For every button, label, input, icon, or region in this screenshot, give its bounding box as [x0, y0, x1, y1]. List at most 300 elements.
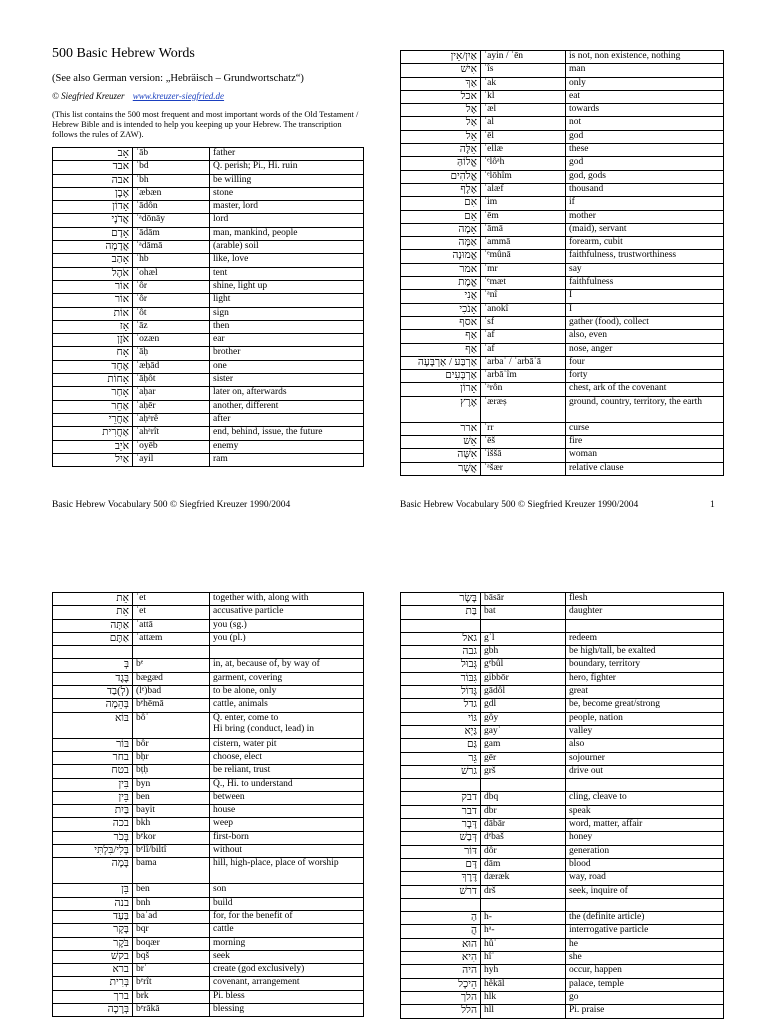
vocab-table: [52, 592, 364, 1017]
table-row: [401, 462, 724, 475]
table-row: [401, 422, 724, 435]
meaning: for, for the benefit of: [210, 910, 364, 923]
transcription: bᵉhēmā: [133, 699, 210, 712]
table-row: [53, 937, 364, 950]
table-row: [401, 672, 724, 685]
meaning: brother: [210, 347, 364, 360]
table-row: [53, 977, 364, 990]
hebrew-word: בֵּן: [53, 884, 133, 897]
meaning: ground, country, territory, the earth: [566, 396, 724, 422]
table-row: [53, 805, 364, 818]
hebrew-word: אוֹר: [53, 294, 133, 307]
table-row: [401, 978, 724, 991]
table-row: [401, 117, 724, 130]
hebrew-word: בָּמָה: [53, 858, 133, 884]
hebrew-word: אֹהֶל: [53, 267, 133, 280]
meaning: you (pl.): [210, 632, 364, 645]
transcription: [481, 898, 566, 911]
hebrew-word: אַחֲרִית: [53, 427, 133, 440]
vocab-table: [400, 592, 724, 1019]
hebrew-word: אַל: [401, 117, 481, 130]
transcription: ʾāḥôt: [133, 374, 210, 387]
transcription: ʾet: [133, 593, 210, 606]
table-row: [401, 157, 724, 170]
transcription: ʾᵃdōnāy: [133, 214, 210, 227]
meaning: ram: [210, 453, 364, 466]
meaning: only: [566, 77, 724, 90]
meaning: seek: [210, 950, 364, 963]
transcription: ʾattæm: [133, 632, 210, 645]
meaning: after: [210, 413, 364, 426]
hebrew-word: הַ: [401, 912, 481, 925]
meaning: thousand: [566, 183, 724, 196]
table-row: [401, 104, 724, 117]
hebrew-word: אַרְבָּעִים: [401, 370, 481, 383]
transcription: ʾîs: [481, 64, 566, 77]
transcription: gdl: [481, 699, 566, 712]
transcription: dbq: [481, 792, 566, 805]
hebrew-word: ברך: [53, 990, 133, 1003]
transcription: ʾaḥar: [133, 387, 210, 400]
meaning: between: [210, 791, 364, 804]
table-row: [53, 964, 364, 977]
transcription: ʾellæ: [481, 144, 566, 157]
table-row: [401, 90, 724, 103]
meaning: drive out: [566, 765, 724, 778]
hebrew-word: אֱמֶת: [401, 277, 481, 290]
hebrew-word: אַמָּה: [401, 237, 481, 250]
transcription: gibbōr: [481, 672, 566, 685]
hebrew-word: דָּם: [401, 858, 481, 871]
page-top-left: [52, 46, 364, 467]
meaning: light: [210, 294, 364, 307]
transcription: ʾkl: [481, 90, 566, 103]
hebrew-word: בְּרָכָה: [53, 1004, 133, 1017]
transcription: ʾbh: [133, 174, 210, 187]
hebrew-word: בנה: [53, 897, 133, 910]
transcription: ʾēš: [481, 436, 566, 449]
hebrew-word: [401, 898, 481, 911]
meaning: sister: [210, 374, 364, 387]
meaning: weep: [210, 818, 364, 831]
table-row: [53, 593, 364, 606]
transcription: bat: [481, 606, 566, 619]
meaning: man: [566, 64, 724, 77]
table-row: [53, 214, 364, 227]
hebrew-word: (לְ)בַד: [53, 686, 133, 699]
table-row: [401, 752, 724, 765]
transcription: gādôl: [481, 686, 566, 699]
transcription: ʾæræṣ: [481, 396, 566, 422]
transcription: dām: [481, 858, 566, 871]
hebrew-word: בְּלִי/בִּלְתִּי: [53, 845, 133, 858]
table-row: [401, 183, 724, 196]
transcription: gayʾ: [481, 725, 566, 738]
meaning: fire: [566, 436, 724, 449]
transcription: ʾôr: [133, 280, 210, 293]
hebrew-word: דרשׁ: [401, 885, 481, 898]
hebrew-word: אֶרֶץ: [401, 396, 481, 422]
hebrew-word: אָהַב: [53, 254, 133, 267]
transcription: ʾᵃnî: [481, 290, 566, 303]
meaning: ear: [210, 334, 364, 347]
transcription: ʾozæn: [133, 334, 210, 347]
table-row: [401, 51, 724, 64]
transcription: ʾsf: [481, 316, 566, 329]
document-title: 500 Basic Hebrew Words: [52, 46, 195, 61]
meaning: choose, elect: [210, 751, 364, 764]
meaning: garment, covering: [210, 672, 364, 685]
transcription: baʿad: [133, 910, 210, 923]
hebrew-word: בֵּין: [53, 791, 133, 804]
transcription: ʾaḥēr: [133, 400, 210, 413]
meaning: speak: [566, 805, 724, 818]
meaning: house: [210, 805, 364, 818]
table-row: [401, 765, 724, 778]
hebrew-word: הלל: [401, 1005, 481, 1018]
hebrew-word: גֵּר: [401, 752, 481, 765]
hebrew-word: גרשׁ: [401, 765, 481, 778]
transcription: ʾanokî: [481, 303, 566, 316]
meaning: god: [566, 157, 724, 170]
transcription: hyh: [481, 965, 566, 978]
meaning: interrogative particle: [566, 925, 724, 938]
meaning: be reliant, trust: [210, 765, 364, 778]
table-row: [53, 400, 364, 413]
hebrew-word: אָמָה: [401, 223, 481, 236]
hebrew-word: בְּרִית: [53, 977, 133, 990]
table-row: [401, 712, 724, 725]
table-row: [401, 606, 724, 619]
table-row: [401, 64, 724, 77]
table-row: [53, 765, 364, 778]
intro-text: (This list contains the 500 most frequent and most important words of the Old Testament / Hebrew Bible and is intended to help you keeping up your Hebrew. The transcription follows the rules of ZAW).: [52, 109, 359, 139]
transcription: bᵉ: [133, 659, 210, 672]
meaning: curse: [566, 422, 724, 435]
hebrew-word: אָחַר: [53, 387, 133, 400]
table-row: [401, 449, 724, 462]
page-bottom-left: [52, 592, 364, 1017]
transcription: ʾᵉlōhîm: [481, 170, 566, 183]
meaning: word, matter, affair: [566, 819, 724, 832]
table-row: [401, 619, 724, 632]
hebrew-word: בְּהֵמָה: [53, 699, 133, 712]
transcription: dᵉbaš: [481, 832, 566, 845]
meaning: lord: [210, 214, 364, 227]
meaning: [566, 898, 724, 911]
hebrew-word: אֵת: [53, 606, 133, 619]
hebrew-word: אָדוֹן: [53, 201, 133, 214]
transcription: grš: [481, 765, 566, 778]
transcription: ʾrr: [481, 422, 566, 435]
meaning: also: [566, 739, 724, 752]
transcription: hêkāl: [481, 978, 566, 991]
meaning: like, love: [210, 254, 364, 267]
transcription: ʾādôn: [133, 201, 210, 214]
transcription: ben: [133, 791, 210, 804]
transcription: ʾim: [481, 197, 566, 210]
transcription: gôy: [481, 712, 566, 725]
transcription: ʾᵉlôᵃh: [481, 157, 566, 170]
table-row: [401, 237, 724, 250]
hebrew-word: דָּבָר: [401, 819, 481, 832]
transcription: ʾāmā: [481, 223, 566, 236]
meaning: [210, 646, 364, 659]
hebrew-word: בָּשָׂר: [401, 593, 481, 606]
transcription: ʾāb: [133, 148, 210, 161]
table-row: [401, 370, 724, 383]
table-row: [401, 223, 724, 236]
hebrew-word: אַרְבַּע / אַרְבָּעָה: [401, 356, 481, 369]
table-row: [401, 197, 724, 210]
table-row: [401, 343, 724, 356]
transcription: ʾiššā: [481, 449, 566, 462]
hebrew-word: אַךְ: [401, 77, 481, 90]
meaning: cling, cleave to: [566, 792, 724, 805]
transcription: [481, 619, 566, 632]
hebrew-word: אִישׁ: [401, 64, 481, 77]
table-row: [53, 845, 364, 858]
meaning: together with, along with: [210, 593, 364, 606]
hebrew-word: הֲ: [401, 925, 481, 938]
transcription: ʾoyēb: [133, 440, 210, 453]
table-row: [53, 254, 364, 267]
meaning: build: [210, 897, 364, 910]
hebrew-word: בַּיִת: [53, 805, 133, 818]
hebrew-word: גַּיְא: [401, 725, 481, 738]
transcription: ʾaf: [481, 330, 566, 343]
meaning: nose, anger: [566, 343, 724, 356]
table-row: [53, 606, 364, 619]
hebrew-word: גּוֹי: [401, 712, 481, 725]
page-footer: Basic Hebrew Vocabulary 500 © Siegfried Kreuzer 1990/2004: [52, 500, 291, 510]
hebrew-word: בִּין: [53, 778, 133, 791]
table-row: [401, 383, 724, 396]
meaning: generation: [566, 845, 724, 858]
table-row: [53, 990, 364, 1003]
hebrew-word: אֲדֹנָי: [53, 214, 133, 227]
hebrew-word: דבר: [401, 805, 481, 818]
meaning: relative clause: [566, 462, 724, 475]
meaning: not: [566, 117, 724, 130]
transcription: ʾæl: [481, 104, 566, 117]
meaning: blessing: [210, 1004, 364, 1017]
hebrew-word: בחר: [53, 751, 133, 764]
table-row: [401, 965, 724, 978]
meaning: tent: [210, 267, 364, 280]
meaning: [566, 779, 724, 792]
table-row: [401, 396, 724, 422]
table-row: [53, 440, 364, 453]
table-row: [401, 925, 724, 938]
transcription: ʾᵉmûnā: [481, 250, 566, 263]
hebrew-word: גִּבּוֹר: [401, 672, 481, 685]
table-row: [401, 263, 724, 276]
table-row: [401, 356, 724, 369]
hebrew-word: [401, 619, 481, 632]
hebrew-word: הִיא: [401, 952, 481, 965]
table-row: [53, 778, 364, 791]
hebrew-word: בַּת: [401, 606, 481, 619]
table-row: [401, 725, 724, 738]
transcription: ʾet: [133, 606, 210, 619]
hebrew-word: בַּעַד: [53, 910, 133, 923]
meaning: you (sg.): [210, 619, 364, 632]
website-link[interactable]: www.kreuzer-siegfried.de: [132, 91, 225, 101]
meaning: is not, non existence, nothing: [566, 51, 724, 64]
table-row: [53, 413, 364, 426]
transcription: ʾæbæn: [133, 187, 210, 200]
hebrew-word: הֵיכָל: [401, 978, 481, 991]
table-row: [53, 161, 364, 174]
hebrew-word: דּוֹר: [401, 845, 481, 858]
transcription: ʾayin / ʾēn: [481, 51, 566, 64]
hebrew-word: אוֹת: [53, 307, 133, 320]
meaning: flesh: [566, 593, 724, 606]
meaning: seek, inquire of: [566, 885, 724, 898]
meaning: god: [566, 130, 724, 143]
transcription: ʾôr: [133, 294, 210, 307]
page-number: 1: [710, 500, 715, 510]
transcription: byn: [133, 778, 210, 791]
page-bottom-right: [400, 592, 724, 1019]
hebrew-word: בֶּגֶד: [53, 672, 133, 685]
hebrew-word: אמר: [401, 263, 481, 276]
hebrew-word: בָּקָר: [53, 924, 133, 937]
transcription: bægæd: [133, 672, 210, 685]
transcription: ʾᵉmæt: [481, 277, 566, 290]
meaning: shine, light up: [210, 280, 364, 293]
hebrew-word: אֶל: [401, 104, 481, 117]
hebrew-word: בקשׁ: [53, 950, 133, 963]
hebrew-word: אכל: [401, 90, 481, 103]
hebrew-word: אַיִן/אֵין: [401, 51, 481, 64]
transcription: gēr: [481, 752, 566, 765]
transcription: ʾammā: [481, 237, 566, 250]
hebrew-word: אֲשֶׁר: [401, 462, 481, 475]
table-row: [53, 387, 364, 400]
transcription: bᵉlî/biltî: [133, 845, 210, 858]
meaning: later on, afterwards: [210, 387, 364, 400]
transcription: ʾēm: [481, 210, 566, 223]
transcription: ʾæḥād: [133, 360, 210, 373]
author-line: [52, 91, 364, 101]
transcription: ʾôt: [133, 307, 210, 320]
hebrew-word: אִשָּׁה: [401, 449, 481, 462]
table-row: [53, 320, 364, 333]
meaning: way, road: [566, 872, 724, 885]
hebrew-word: בכה: [53, 818, 133, 831]
table-row: [401, 792, 724, 805]
transcription: ʾādām: [133, 227, 210, 240]
hebrew-word: אָח: [53, 347, 133, 360]
meaning: accusative particle: [210, 606, 364, 619]
meaning: man, mankind, people: [210, 227, 364, 240]
transcription: ʾmr: [481, 263, 566, 276]
transcription: ʾaf: [481, 343, 566, 356]
hebrew-word: גָּדוֹל: [401, 686, 481, 699]
meaning: in, at, because of, by way of: [210, 659, 364, 672]
meaning: I: [566, 290, 724, 303]
transcription: ʾbd: [133, 161, 210, 174]
table-row: [53, 858, 364, 884]
table-row: [53, 227, 364, 240]
table-row: [401, 277, 724, 290]
table-row: [53, 267, 364, 280]
meaning: be high/tall, be exalted: [566, 646, 724, 659]
meaning: Q. enter, come to Hi bring (conduct, lead) in: [210, 712, 364, 738]
hebrew-word: אָדָם: [53, 227, 133, 240]
hebrew-word: [53, 646, 133, 659]
table-row: [53, 427, 364, 440]
transcription: ʾhb: [133, 254, 210, 267]
hebrew-word: אסף: [401, 316, 481, 329]
meaning: enemy: [210, 440, 364, 453]
meaning: great: [566, 686, 724, 699]
hebrew-word: אבד: [53, 161, 133, 174]
meaning: valley: [566, 725, 724, 738]
table-row: [401, 991, 724, 1004]
meaning: forearm, cubit: [566, 237, 724, 250]
table-row: [401, 699, 724, 712]
meaning: cattle, animals: [210, 699, 364, 712]
hebrew-word: גאל: [401, 632, 481, 645]
table-row: [401, 646, 724, 659]
table-row: [401, 130, 724, 143]
transcription: ben: [133, 884, 210, 897]
hebrew-word: גַּם: [401, 739, 481, 752]
transcription: bayit: [133, 805, 210, 818]
transcription: bṭḥ: [133, 765, 210, 778]
meaning: god, gods: [566, 170, 724, 183]
transcription: dbr: [481, 805, 566, 818]
meaning: hill, high-place, place of worship: [210, 858, 364, 884]
table-row: [53, 924, 364, 937]
transcription: ʾēl: [481, 130, 566, 143]
table-row: [53, 307, 364, 320]
meaning: to be alone, only: [210, 686, 364, 699]
hebrew-word: אַתָּה: [53, 619, 133, 632]
table-row: [53, 280, 364, 293]
meaning: sign: [210, 307, 364, 320]
table-row: [401, 845, 724, 858]
hebrew-word: אָב: [53, 148, 133, 161]
transcription: hll: [481, 1005, 566, 1018]
table-row: [53, 453, 364, 466]
hebrew-word: גבה: [401, 646, 481, 659]
table-row: [53, 884, 364, 897]
meaning: occur, happen: [566, 965, 724, 978]
table-row: [401, 593, 724, 606]
meaning: also, even: [566, 330, 724, 343]
hebrew-word: גְּבוּל: [401, 659, 481, 672]
hebrew-word: אֱמוּנָה: [401, 250, 481, 263]
transcription: ʾal: [481, 117, 566, 130]
hebrew-word: אַחֵר: [53, 400, 133, 413]
transcription: hîʾ: [481, 952, 566, 965]
table-row: [53, 619, 364, 632]
meaning: Pi. praise: [566, 1005, 724, 1018]
transcription: dôr: [481, 845, 566, 858]
meaning: these: [566, 144, 724, 157]
meaning: boundary, territory: [566, 659, 724, 672]
table-row: [401, 210, 724, 223]
transcription: bᵉrît: [133, 977, 210, 990]
table-row: [53, 672, 364, 685]
meaning: I: [566, 303, 724, 316]
hebrew-word: אֵם: [401, 210, 481, 223]
transcription: ʾarbāʿîm: [481, 370, 566, 383]
